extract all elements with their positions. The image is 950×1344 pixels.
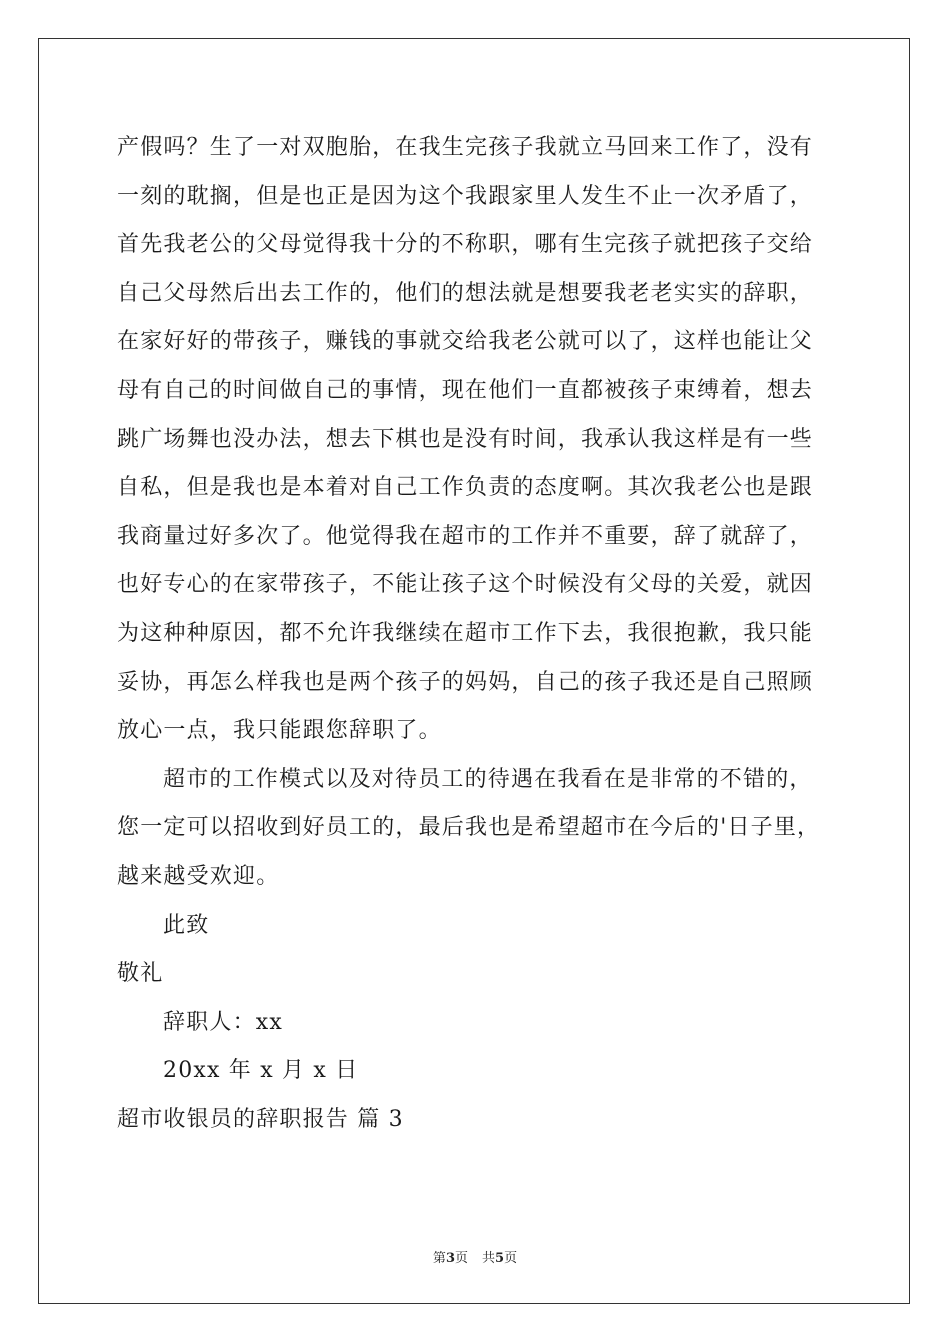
text-line: 首先我老公的父母觉得我十分的不称职，哪有生完孩子就把孩子交给: [117, 232, 814, 258]
footer-total-prefix: 共: [482, 1251, 496, 1266]
text-line: 跳广场舞也没办法，想去下棋也是没有时间，我承认我这样是有一些: [117, 426, 814, 452]
paragraph-closing-remarks: [117, 756, 837, 902]
signer: 辞职人：xx: [163, 1009, 284, 1035]
footer-prefix: 第: [432, 1251, 446, 1266]
text-line: 产假吗？生了一对双胞胎，在我生完孩子我就立马回来工作了，没有: [117, 135, 814, 160]
paragraph-continuation: [117, 124, 837, 756]
text-line: 在家好好的带孩子，赚钱的事就交给我老公就可以了，这样也能让父: [117, 329, 814, 355]
footer-page-number: 3: [445, 1251, 455, 1266]
text-line: 为这种种原因，都不允许我继续在超市工作下去，我很抱歉，我只能: [117, 620, 814, 646]
footer-total-suffix: 页: [504, 1251, 518, 1266]
document-body: [117, 124, 837, 1144]
footer-page-suffix: 页: [454, 1251, 468, 1266]
text-line: 超市的工作模式以及对待员工的待遇在我看在是非常的不错的，: [163, 766, 813, 792]
text-line: 妥协，再怎么样我也是两个孩子的妈妈，自己的孩子我还是自己照顾: [117, 669, 814, 695]
section-heading: 超市收银员的辞职报告 篇 3: [117, 1106, 404, 1132]
text-line: 也好专心的在家带孩子，不能让孩子这个时候没有父母的关爱，就因: [117, 572, 814, 598]
text-line: 自己父母然后出去工作的，他们的想法就是想要我老老实实的辞职，: [117, 280, 814, 306]
text-line: 我商量过好多次了。他觉得我在超市的工作并不重要，辞了就辞了，: [117, 523, 814, 549]
text-line: 放心一点，我只能跟您辞职了。: [117, 718, 442, 744]
date: 20xx 年 x 月 x 日: [163, 1058, 359, 1084]
page-footer: [0, 1247, 950, 1266]
text-line: 越来越受欢迎。: [117, 863, 280, 889]
text-line: 一刻的耽搁，但是也正是因为这个我跟家里人发生不止一次矛盾了，: [117, 183, 814, 209]
text-line: 自私，但是我也是本着对自己工作负责的态度啊。其次我老公也是跟: [117, 475, 814, 501]
text-line: 您一定可以招收到好员工的，最后我也是希望超市在今后的'日子里，: [117, 815, 821, 841]
text-line: 母有自己的时间做自己的事情，现在他们一直都被孩子束缚着，想去: [117, 377, 814, 403]
salutation: 此致: [163, 912, 210, 938]
footer-total-pages: 5: [495, 1251, 505, 1266]
regards: 敬礼: [117, 961, 164, 987]
